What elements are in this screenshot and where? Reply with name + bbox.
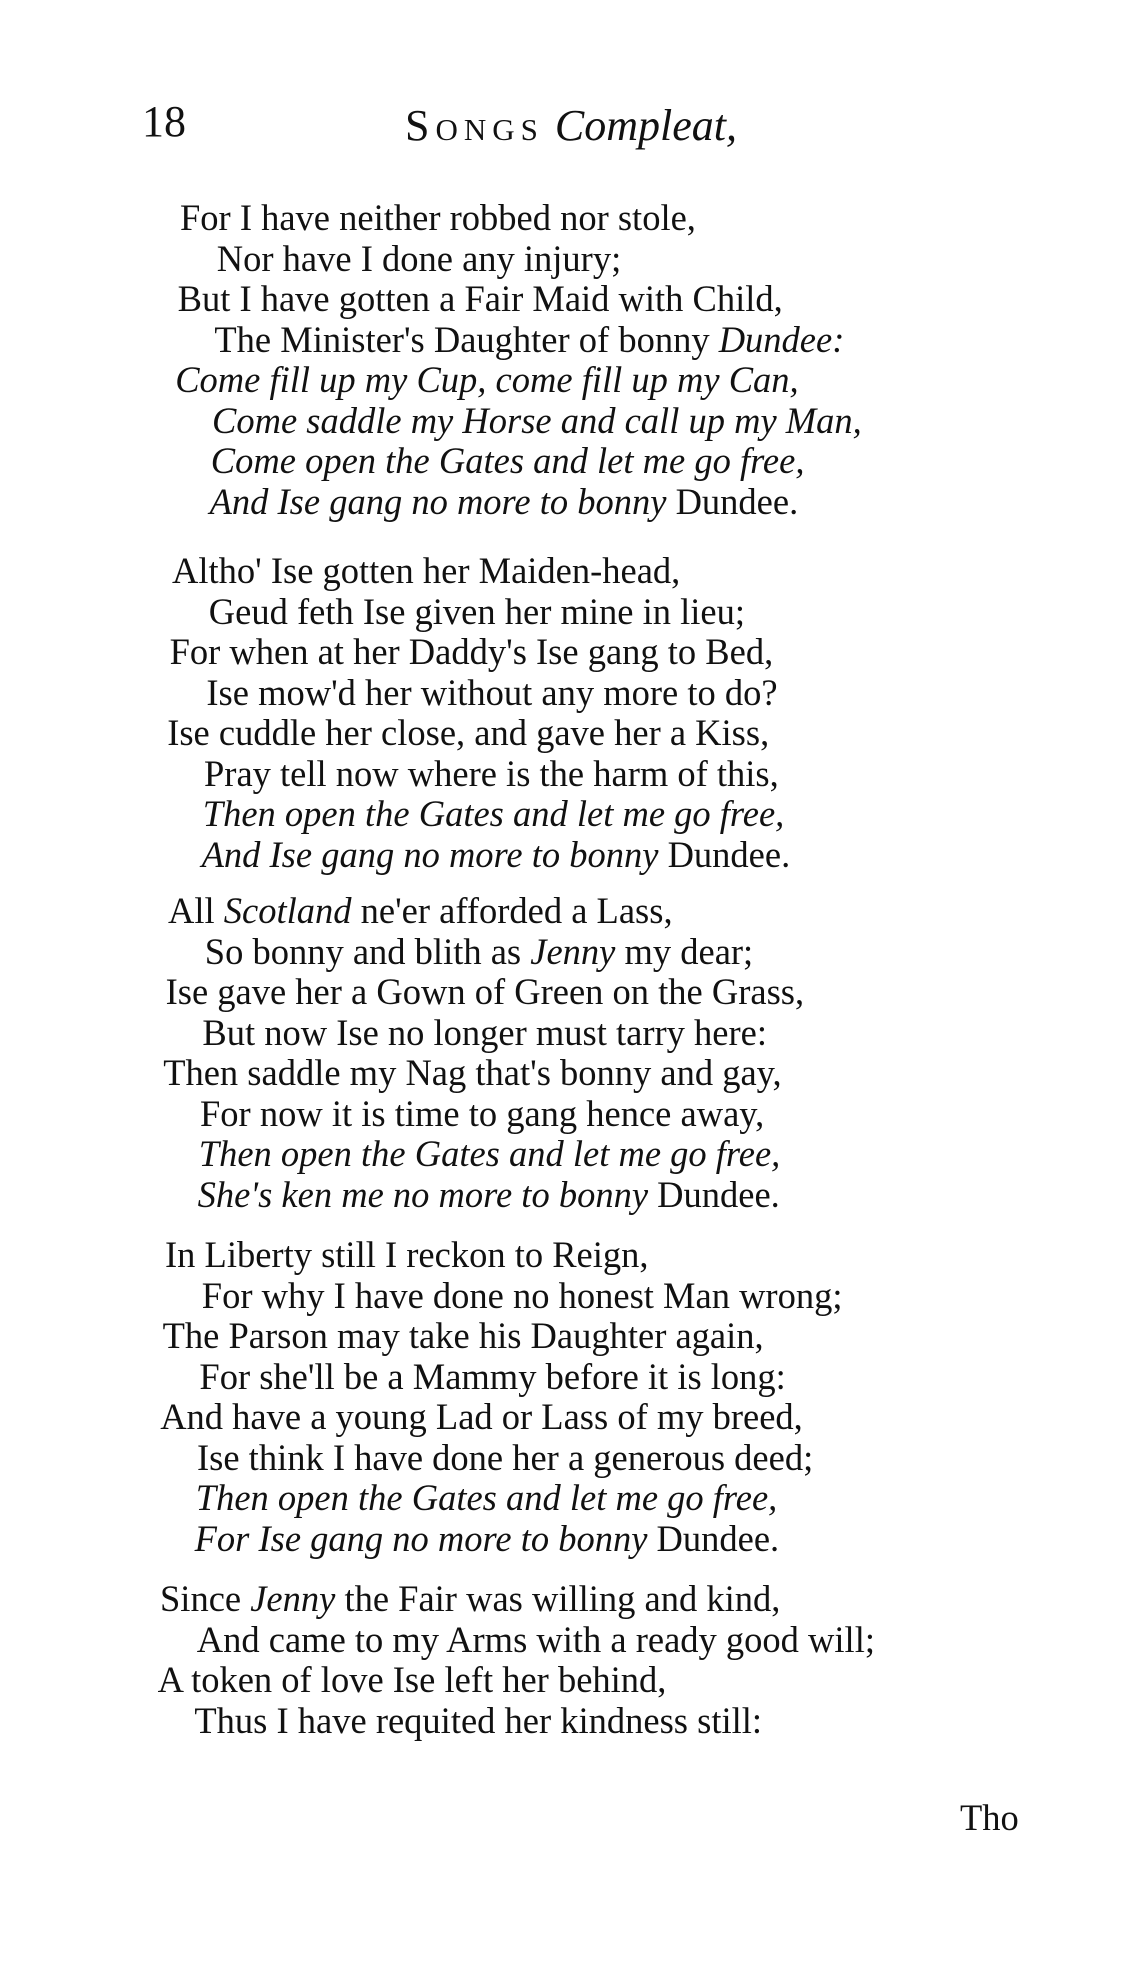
verse-line — [177, 278, 783, 319]
verse-line — [165, 971, 805, 1012]
italic-text: Dundee: — [718, 318, 845, 360]
verse-line — [163, 1052, 782, 1093]
verse-line — [195, 1477, 778, 1518]
roman-text: Altho' Ise gotten her Maiden-head, — [172, 550, 681, 591]
roman-text: For when at her Daddy's Ise gang to Bed, — [169, 631, 774, 672]
italic-text: And Ise gang no more to bonny — [209, 480, 676, 522]
verse-line — [206, 671, 778, 713]
verse-line — [160, 1396, 803, 1437]
roman-text: Dundee. — [657, 1173, 780, 1215]
verse-line — [175, 359, 799, 400]
verse-line — [214, 318, 845, 360]
roman-text: All — [168, 890, 224, 931]
roman-text: For why I have done no honest Man wrong; — [201, 1274, 843, 1316]
page-number: 18 — [142, 97, 186, 146]
roman-text: In Liberty still I reckon to Reign, — [165, 1234, 649, 1275]
verse-line — [197, 1173, 780, 1215]
roman-text: Thus I have requited her kindness still: — [194, 1699, 763, 1741]
running-head-subtitle: Compleat, — [554, 101, 737, 150]
roman-text: The Minister's Daughter of bonny — [214, 318, 719, 360]
verse-line — [202, 793, 785, 834]
italic-text: Then open the Gates and let me go free, — [198, 1133, 781, 1174]
roman-text: But now Ise no longer must tarry here: — [202, 1011, 767, 1053]
verse-line — [167, 712, 770, 753]
verse-line — [197, 1436, 814, 1478]
roman-text: Dundee. — [675, 480, 799, 522]
verse-line — [212, 399, 862, 441]
roman-text: For she'll be a Mammy before it is long: — [199, 1355, 786, 1397]
verse-line — [168, 890, 673, 931]
verse-line — [180, 197, 696, 238]
verse-line — [201, 833, 791, 875]
verse-line — [200, 1092, 765, 1134]
roman-text: So bonny and blith as — [204, 930, 531, 972]
roman-text: Dundee. — [667, 833, 791, 875]
verse-line — [194, 1699, 763, 1741]
roman-text: Ise mow'd her without any more to do? — [206, 671, 778, 713]
italic-text: Come open the Gates and let me go free, — [210, 440, 805, 481]
italic-text: Jenny — [250, 1578, 336, 1619]
italic-text: And Ise gang no more to bonny — [201, 833, 668, 875]
roman-text: For now it is time to gang hence away, — [200, 1092, 765, 1134]
verse-line — [194, 1517, 780, 1559]
verse-line — [208, 590, 745, 632]
italic-text: For Ise gang no more to bonny — [194, 1517, 657, 1559]
verse-line — [204, 930, 754, 972]
verse-line — [209, 480, 799, 522]
roman-text: Ise cuddle her close, and gave her a Kiss, — [167, 712, 770, 753]
verse-line — [157, 1659, 667, 1700]
verse-line — [202, 1011, 767, 1053]
italic-text: Then open the Gates and let me go free, — [202, 793, 785, 834]
verse-line — [160, 1578, 781, 1619]
verse-line — [169, 631, 774, 672]
roman-text: Dundee. — [656, 1517, 780, 1559]
italic-text: Jenny — [530, 930, 616, 972]
italic-text: Come fill up my Cup, come fill up my Can, — [175, 359, 799, 400]
catchword: Tho — [960, 1797, 1019, 1838]
roman-text: Ise think I have done her a generous deed; — [197, 1436, 814, 1478]
italic-text: Scotland — [223, 890, 352, 931]
verse-line — [199, 1355, 786, 1397]
roman-text: A token of love Ise left her behind, — [157, 1659, 667, 1700]
running-head-title: Songs — [405, 101, 544, 150]
roman-text: And came to my Arms with a ready good will; — [196, 1618, 875, 1660]
roman-text: the Fair was willing and kind, — [335, 1578, 781, 1619]
roman-text: For I have neither robbed nor stole, — [180, 197, 696, 238]
roman-text: Ise gave her a Gown of Green on the Grass, — [165, 971, 805, 1012]
verse-line — [172, 550, 681, 591]
verse-line — [216, 237, 622, 279]
verse-line — [198, 1133, 781, 1174]
roman-text: Geud feth Ise given her mine in lieu; — [208, 590, 745, 632]
italic-text: Come saddle my Horse and call up my Man, — [212, 399, 862, 441]
italic-text: She's ken me no more to bonny — [197, 1173, 658, 1215]
roman-text: Since — [160, 1578, 251, 1619]
verse-line — [196, 1618, 875, 1660]
roman-text: ne'er afforded a Lass, — [351, 890, 673, 931]
roman-text: Nor have I done any injury; — [216, 237, 622, 279]
running-head — [405, 101, 737, 150]
roman-text: my dear; — [615, 930, 754, 972]
roman-text: Pray tell now where is the harm of this, — [204, 752, 779, 794]
verse-line — [201, 1274, 843, 1316]
verse-line — [162, 1315, 764, 1356]
verse-line — [165, 1234, 649, 1275]
italic-text: Then open the Gates and let me go free, — [195, 1477, 778, 1518]
verse-line — [204, 752, 779, 794]
roman-text: And have a young Lad or Lass of my breed, — [160, 1396, 803, 1437]
verse-line — [210, 440, 805, 481]
roman-text: Then saddle my Nag that's bonny and gay, — [163, 1052, 782, 1093]
roman-text: But I have gotten a Fair Maid with Child, — [177, 278, 783, 319]
roman-text: The Parson may take his Daughter again, — [162, 1315, 764, 1356]
